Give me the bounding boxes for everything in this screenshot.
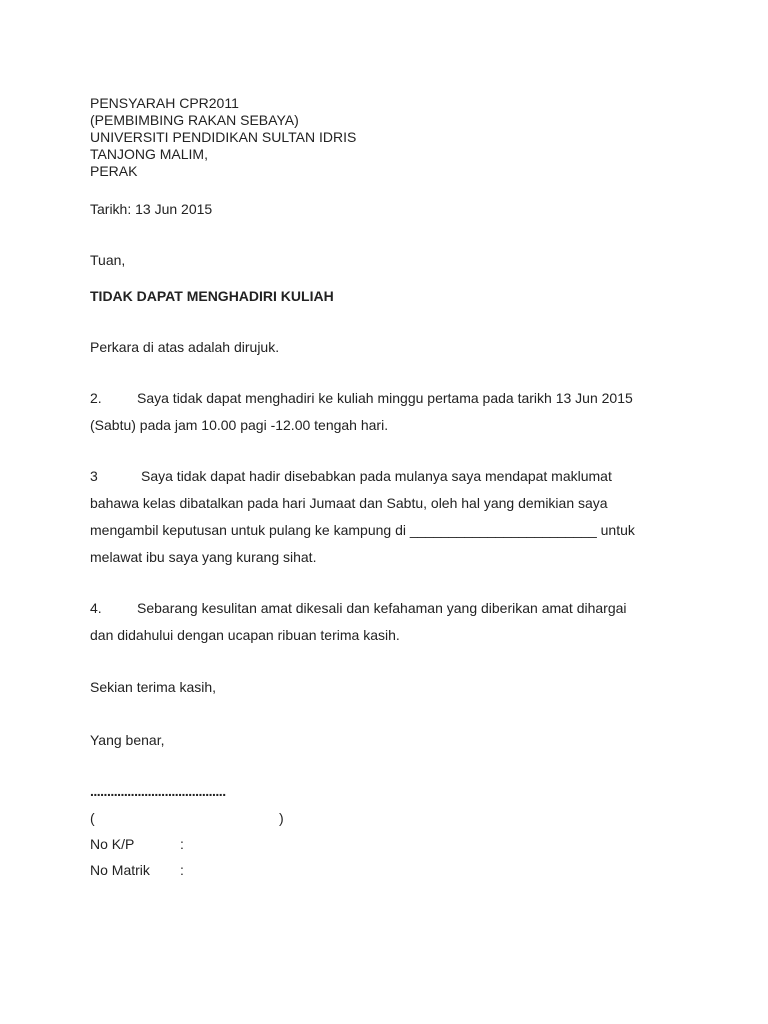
- address-line-1: PENSYARAH CPR2011: [90, 95, 239, 111]
- salutation: Tuan,: [90, 252, 126, 268]
- name-close-paren: ): [279, 810, 284, 826]
- signature-line: ........................................: [90, 783, 226, 799]
- para4-line-1: Sebarang kesulitan amat dikesali dan kefahaman yang diberikan amat dihargai: [137, 600, 627, 616]
- para2-line-1: Saya tidak dapat menghadiri ke kuliah minggu pertama pada tarikh 13 Jun 2015: [137, 390, 633, 406]
- ic-number-colon: :: [180, 836, 184, 852]
- para3-line-3: mengambil keputusan untuk pulang ke kampung di ________________________ untuk: [90, 522, 635, 538]
- para3-line-2: bahawa kelas dibatalkan pada hari Jumaat dan Sabtu, oleh hal yang demikian saya: [90, 495, 608, 511]
- closing-thanks: Sekian terima kasih,: [90, 679, 217, 695]
- para4-line-2: dan didahului dengan ucapan ribuan terima kasih.: [90, 627, 400, 643]
- para2-number: 2.: [90, 390, 102, 406]
- matric-number-label: No Matrik: [90, 862, 150, 878]
- para3-line-4: melawat ibu saya yang kurang sihat.: [90, 549, 317, 565]
- closing-regards: Yang benar,: [90, 732, 165, 748]
- name-open-paren: (: [90, 810, 95, 826]
- para2-line-2: (Sabtu) pada jam 10.00 pagi -12.00 tengah hari.: [90, 417, 389, 433]
- letter-date: Tarikh: 13 Jun 2015: [90, 201, 213, 217]
- para3-line-1: Saya tidak dapat hadir disebabkan pada mulanya saya mendapat maklumat: [141, 468, 612, 484]
- letter-subject: TIDAK DAPAT MENGHADIRI KULIAH: [90, 288, 334, 304]
- para4-number: 4.: [90, 600, 102, 616]
- address-line-4: TANJONG MALIM,: [90, 146, 208, 162]
- address-line-2: (PEMBIMBING RAKAN SEBAYA): [90, 112, 299, 128]
- address-line-3: UNIVERSITI PENDIDIKAN SULTAN IDRIS: [90, 129, 357, 145]
- address-line-5: PERAK: [90, 163, 138, 179]
- reference-line: Perkara di atas adalah dirujuk.: [90, 339, 280, 355]
- ic-number-label: No K/P: [90, 836, 135, 852]
- matric-number-colon: :: [180, 862, 184, 878]
- para3-number: 3: [90, 468, 98, 484]
